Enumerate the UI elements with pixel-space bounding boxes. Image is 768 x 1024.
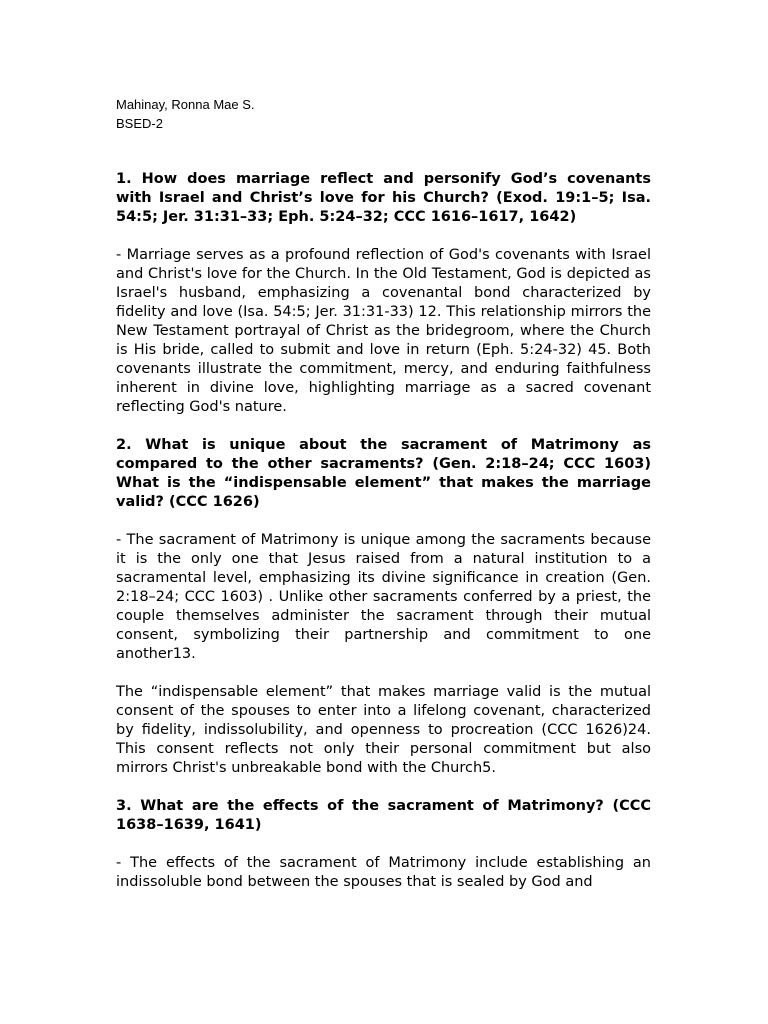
answer-1-paragraph-1: - Marriage serves as a profound reflection of God's covenants with Israel and Christ's love for the Church. In the Old Testament, God is depicted as Israel's husband, emphasizing a covenantal bond characterized by fidelity and love (Isa. 54:5; Jer. 31:31-33) 12. This relationship mirrors the New Testament portrayal of Christ as the bridegroom, where the Church is His bride, called to submit and love in return (Eph. 5:24-32) 45. Both covenants illustrate the commitment, mercy, and enduring faithfulness inherent in divine love, highlighting marriage as a sacred covenant reflecting God's nature.	[116, 247, 651, 415]
student-name: Mahinay, Ronna Mae S.	[116, 97, 255, 112]
student-section: BSED-2	[116, 116, 163, 131]
document-body	[116, 170, 651, 911]
question-1: 1. How does marriage reflect and personify God’s covenants with Israel and Christ’s love for his Church? (Exod. 19:1–5; Isa. 54:5; Jer. 31:31–33; Eph. 5:24–32; CCC 1616–1617, 1642)	[116, 171, 651, 225]
answer-2-paragraph-1: - The sacrament of Matrimony is unique among the sacraments because it is the only one that Jesus raised from a natural institution to a sacramental level, emphasizing its divine significance in creation (Gen. 2:18–24; CCC 1603) . Unlike other sacraments conferred by a priest, the couple themselves administer the sacrament through their mutual consent, symbolizing their partnership and commitment to one another13.	[116, 532, 651, 662]
question-2: 2. What is unique about the sacrament of Matrimony as compared to the other sacraments? (Gen. 2:18–24; CCC 1603) What is the “indispensable element” that makes the marriage valid? (CCC 1626)	[116, 437, 651, 510]
answer-3-paragraph-1: - The effects of the sacrament of Matrimony include establishing an indissoluble bond between the spouses that is sealed by God and	[116, 855, 651, 890]
student-header	[116, 95, 255, 133]
question-3: 3. What are the effects of the sacrament of Matrimony? (CCC 1638–1639, 1641)	[116, 798, 651, 833]
answer-2-paragraph-2: The “indispensable element” that makes marriage valid is the mutual consent of the spouses to enter into a lifelong covenant, characterized by fidelity, indissolubility, and openness to procreation (CCC 1626)24. This consent reflects not only their personal commitment but also mirrors Christ's unbreakable bond with the Church5.	[116, 684, 651, 776]
